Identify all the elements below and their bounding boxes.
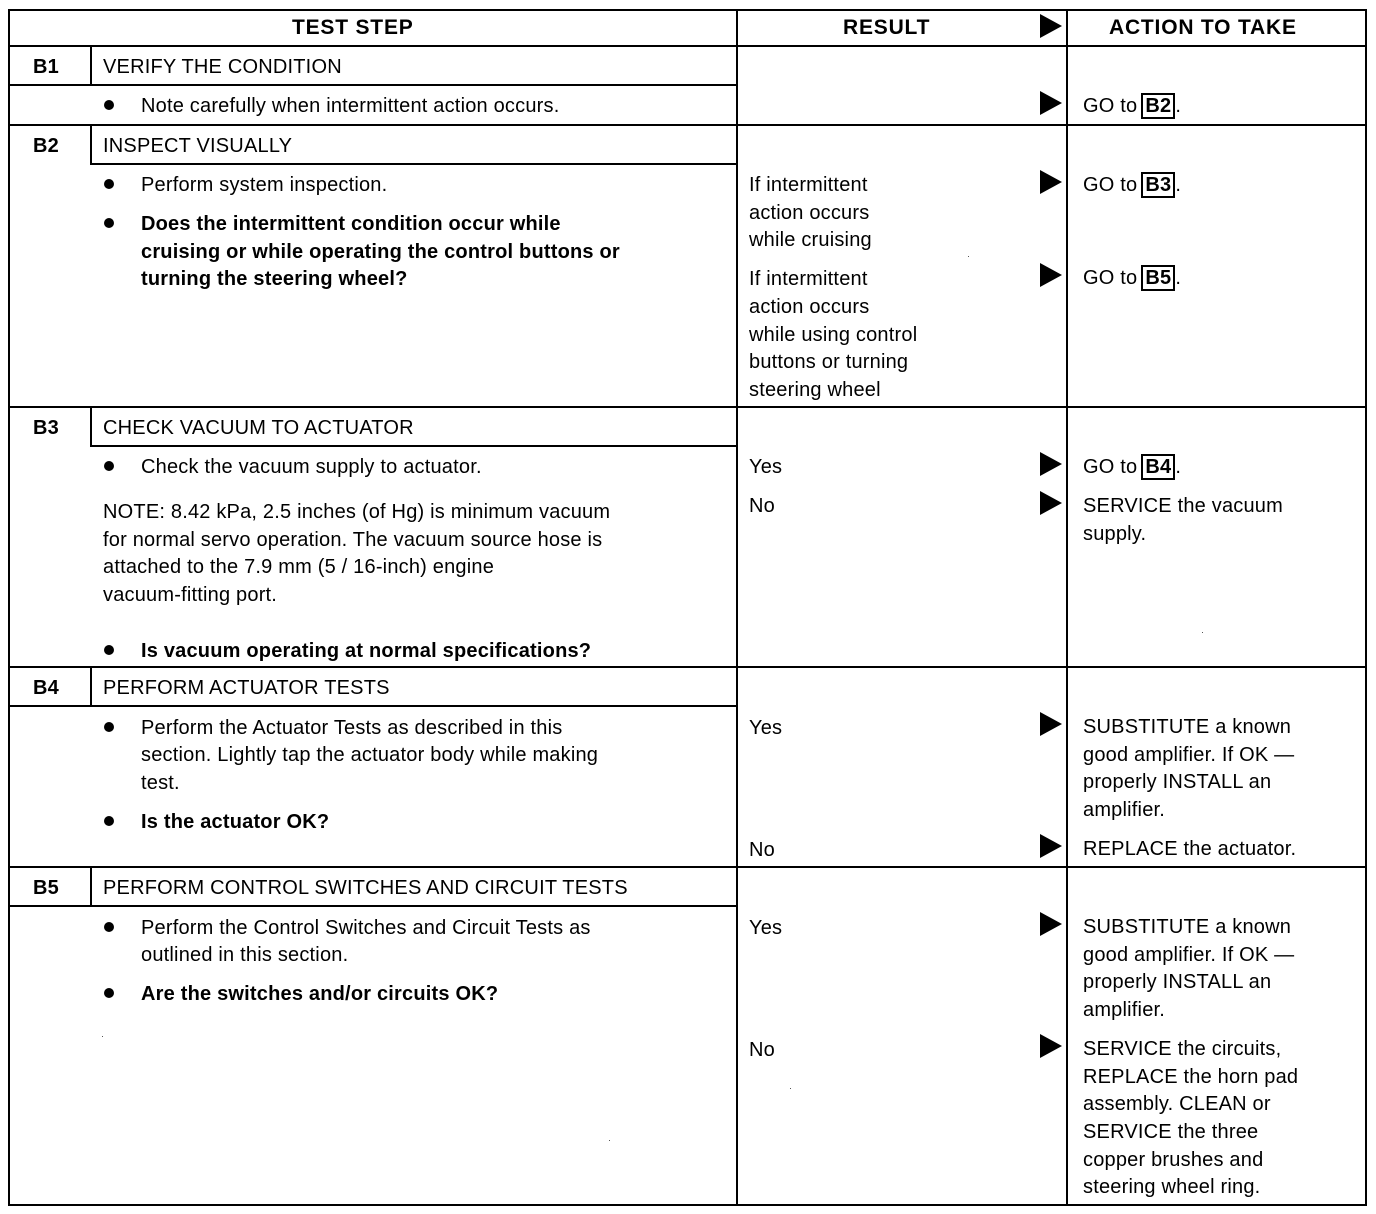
header-action: ACTION TO TAKE bbox=[1109, 16, 1297, 39]
action-text: amplifier. bbox=[1083, 999, 1166, 1021]
scan-speck bbox=[609, 1140, 610, 1141]
step-question: Is vacuum operating at normal specifications? bbox=[141, 640, 592, 662]
action-text: SERVICE the circuits, bbox=[1083, 1038, 1282, 1060]
step-title-underline-b1 bbox=[8, 84, 738, 86]
result-text: No bbox=[749, 495, 775, 517]
header-result: RESULT bbox=[843, 16, 931, 39]
step-instruction: Note carefully when intermittent action occurs. bbox=[141, 95, 560, 117]
step-title: CHECK VACUUM TO ACTUATOR bbox=[103, 417, 414, 439]
action-text: SUBSTITUTE a known bbox=[1083, 916, 1292, 938]
result-text: buttons or turning bbox=[749, 351, 909, 373]
step-question: Are the switches and/or circuits OK? bbox=[141, 983, 499, 1005]
step-title: PERFORM CONTROL SWITCHES AND CIRCUIT TESTS bbox=[103, 877, 628, 899]
step-title: VERIFY THE CONDITION bbox=[103, 56, 342, 78]
step-instruction: Perform the Actuator Tests as described in this bbox=[141, 717, 563, 739]
action-text: GO to B3 . bbox=[1083, 174, 1182, 196]
step-title-underline-b3 bbox=[90, 445, 738, 447]
step-title-underline-b4 bbox=[8, 705, 738, 707]
header-arrow-icon bbox=[1040, 14, 1062, 38]
action-text: GO to B2 . bbox=[1083, 95, 1182, 117]
header-test-step: TEST STEP bbox=[292, 16, 414, 39]
step-title-underline-b2 bbox=[90, 163, 738, 165]
step-instruction: Perform system inspection. bbox=[141, 174, 388, 196]
step-reference[interactable]: B3 bbox=[1141, 172, 1175, 198]
bullet-icon bbox=[104, 179, 114, 189]
section-divider-b5 bbox=[8, 866, 1367, 868]
bullet-icon bbox=[104, 816, 114, 826]
step-instruction: Perform the Control Switches and Circuit Tests as bbox=[141, 917, 591, 939]
result-text: action occurs bbox=[749, 202, 870, 224]
result-text: If intermittent bbox=[749, 268, 868, 290]
step-question: cruising or while operating the control buttons or bbox=[141, 241, 620, 263]
step-id: B1 bbox=[33, 56, 59, 78]
step-title: INSPECT VISUALLY bbox=[103, 135, 293, 157]
scan-speck bbox=[968, 256, 969, 257]
result-arrow-icon bbox=[1040, 452, 1062, 476]
step-id: B4 bbox=[33, 677, 59, 699]
result-text: No bbox=[749, 839, 775, 861]
step-instruction: outlined in this section. bbox=[141, 944, 349, 966]
scan-speck bbox=[1202, 632, 1203, 633]
bullet-icon bbox=[104, 100, 114, 110]
scan-speck bbox=[102, 1036, 103, 1037]
result-arrow-icon bbox=[1040, 1034, 1062, 1058]
header-bottom-border bbox=[8, 45, 1367, 47]
section-divider-b3 bbox=[8, 406, 1367, 408]
table-right-border bbox=[1365, 9, 1367, 1206]
step-reference[interactable]: B2 bbox=[1141, 93, 1175, 119]
step-note: NOTE: 8.42 kPa, 2.5 inches (of Hg) is minimum vacuum bbox=[103, 501, 611, 523]
result-text: If intermittent bbox=[749, 174, 868, 196]
action-text: REPLACE the horn pad bbox=[1083, 1066, 1299, 1088]
bullet-icon bbox=[104, 722, 114, 732]
step-question: turning the steering wheel? bbox=[141, 268, 408, 290]
action-text: GO to B5 . bbox=[1083, 267, 1182, 289]
action-text: REPLACE the actuator. bbox=[1083, 838, 1297, 860]
step-id: B2 bbox=[33, 135, 59, 157]
step-id: B3 bbox=[33, 417, 59, 439]
result-text: Yes bbox=[749, 917, 783, 939]
step-instruction: test. bbox=[141, 772, 180, 794]
result-text: steering wheel bbox=[749, 379, 881, 401]
step-note: for normal servo operation. The vacuum source hose is bbox=[103, 529, 603, 551]
section-divider-b4 bbox=[8, 666, 1367, 668]
action-text: assembly. CLEAN or bbox=[1083, 1093, 1271, 1115]
action-text: good amplifier. If OK — bbox=[1083, 744, 1295, 766]
action-text: SUBSTITUTE a known bbox=[1083, 716, 1292, 738]
bullet-icon bbox=[104, 461, 114, 471]
action-text: steering wheel ring. bbox=[1083, 1176, 1261, 1198]
action-text: properly INSTALL an bbox=[1083, 971, 1272, 993]
step-id-divider-b4 bbox=[90, 666, 92, 707]
table-top-border bbox=[8, 9, 1367, 11]
result-arrow-icon bbox=[1040, 912, 1062, 936]
table-bottom-border bbox=[8, 1204, 1367, 1206]
action-text: good amplifier. If OK — bbox=[1083, 944, 1295, 966]
result-arrow-icon bbox=[1040, 712, 1062, 736]
step-title-underline-b5 bbox=[8, 905, 738, 907]
step-question: Is the actuator OK? bbox=[141, 811, 330, 833]
step-id-divider-b1 bbox=[90, 45, 92, 86]
bullet-icon bbox=[104, 922, 114, 932]
step-reference[interactable]: B4 bbox=[1141, 454, 1175, 480]
bullet-icon bbox=[104, 645, 114, 655]
result-arrow-icon bbox=[1040, 91, 1062, 115]
result-text: while cruising bbox=[749, 229, 872, 251]
action-text: SERVICE the vacuum bbox=[1083, 495, 1283, 517]
section-divider-b2 bbox=[8, 124, 1367, 126]
step-title: PERFORM ACTUATOR TESTS bbox=[103, 677, 390, 699]
result-text: Yes bbox=[749, 717, 783, 739]
action-text: amplifier. bbox=[1083, 799, 1166, 821]
action-text: copper brushes and bbox=[1083, 1149, 1264, 1171]
result-text: No bbox=[749, 1039, 775, 1061]
step-question: Does the intermittent condition occur while bbox=[141, 213, 561, 235]
action-text: properly INSTALL an bbox=[1083, 771, 1272, 793]
step-instruction: Check the vacuum supply to actuator. bbox=[141, 456, 482, 478]
action-text: GO to B4 . bbox=[1083, 456, 1182, 478]
bullet-icon bbox=[104, 988, 114, 998]
action-text: SERVICE the three bbox=[1083, 1121, 1259, 1143]
step-reference[interactable]: B5 bbox=[1141, 265, 1175, 291]
action-text: supply. bbox=[1083, 523, 1147, 545]
result-text: action occurs bbox=[749, 296, 870, 318]
result-arrow-icon bbox=[1040, 170, 1062, 194]
step-note: vacuum-fitting port. bbox=[103, 584, 278, 606]
scan-speck bbox=[790, 1088, 791, 1089]
step-id-divider-b2 bbox=[90, 124, 92, 165]
bullet-icon bbox=[104, 218, 114, 228]
result-column-divider bbox=[736, 9, 738, 1206]
table-left-border bbox=[8, 9, 10, 1206]
step-note: attached to the 7.9 mm (5 / 16-inch) engine bbox=[103, 556, 495, 578]
result-text: while using control bbox=[749, 324, 918, 346]
result-text: Yes bbox=[749, 456, 783, 478]
result-arrow-icon bbox=[1040, 491, 1062, 515]
result-arrow-icon bbox=[1040, 263, 1062, 287]
step-id-divider-b5 bbox=[90, 866, 92, 907]
action-column-divider bbox=[1066, 9, 1068, 1206]
result-arrow-icon bbox=[1040, 834, 1062, 858]
step-id: B5 bbox=[33, 877, 59, 899]
step-instruction: section. Lightly tap the actuator body while making bbox=[141, 744, 599, 766]
step-id-divider-b3 bbox=[90, 406, 92, 447]
